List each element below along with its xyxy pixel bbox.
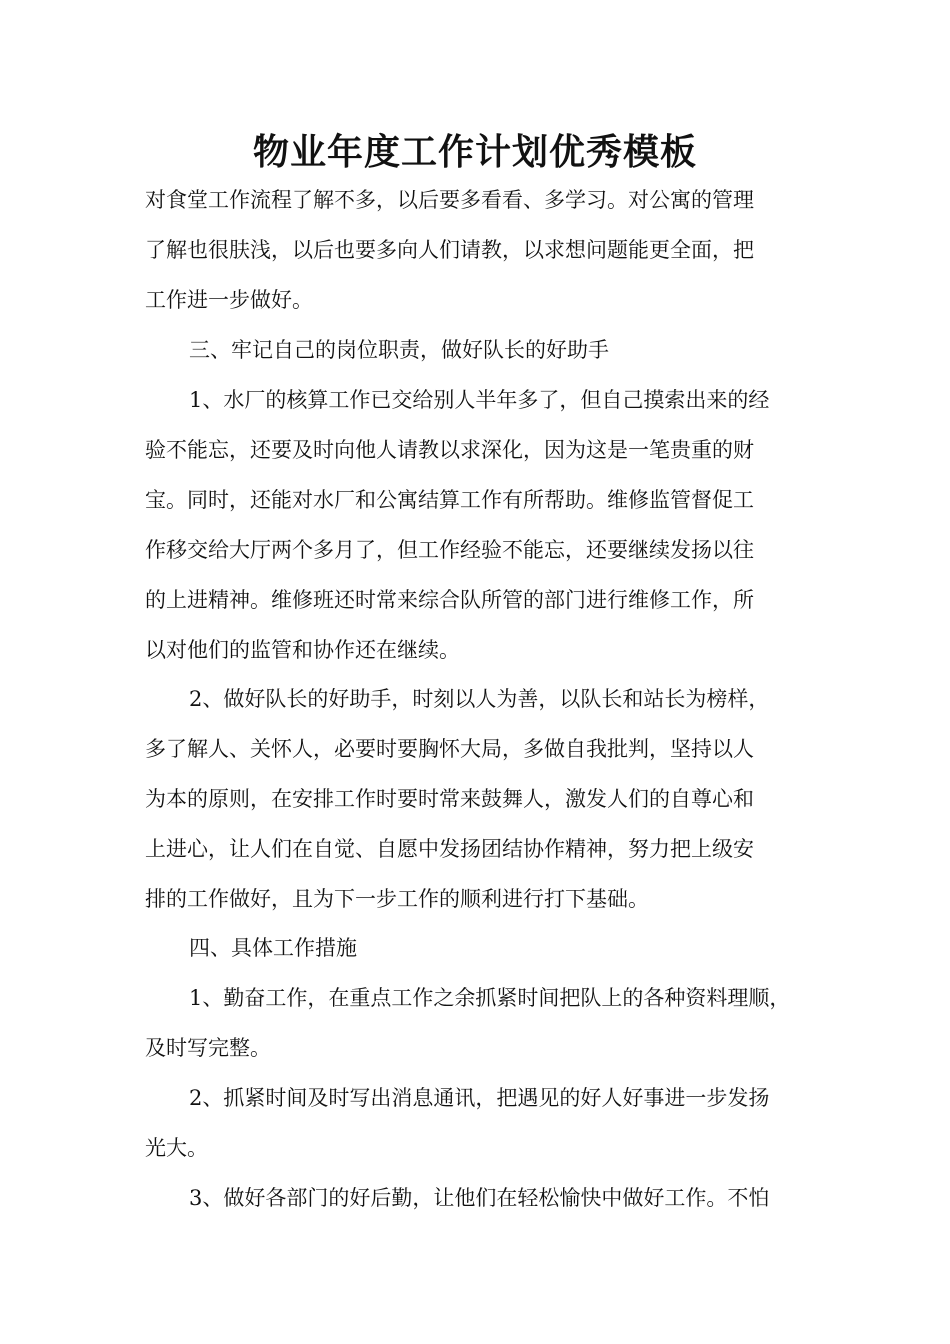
body-line: 3、做好各部门的好后勤，让他们在轻松愉快中做好工作。不怕 [189,1186,770,1210]
body-line: 1、水厂的核算工作已交给别人半年多了，但自己摸索出来的经 [189,388,770,412]
body-line: 光大。 [145,1136,208,1160]
body-line: 对食堂工作流程了解不多，以后要多看看、多学习。对公寓的管理 [145,188,754,212]
body-line: 的上进精神。维修班还时常来综合队所管的部门进行维修工作，所 [145,588,754,612]
section-heading: 四、具体工作措施 [189,936,357,960]
body-line: 验不能忘，还要及时向他人请教以求深化，因为这是一笔贵重的财 [145,438,754,462]
body-line: 为本的原则，在安排工作时要时常来鼓舞人，激发人们的自尊心和 [145,787,754,811]
body-line: 多了解人、关怀人，必要时要胸怀大局，多做自我批判，坚持以人 [145,737,754,761]
body-line: 了解也很肤浅，以后也要多向人们请教，以求想问题能更全面，把 [145,238,754,262]
body-line: 2、做好队长的好助手，时刻以人为善，以队长和站长为榜样， [189,687,770,711]
body-line: 作移交给大厅两个多月了，但工作经验不能忘，还要继续发扬以往 [145,538,754,562]
body-line: 宝。同时，还能对水厂和公寓结算工作有所帮助。维修监管督促工 [145,488,754,512]
body-line: 上进心，让人们在自觉、自愿中发扬团结协作精神，努力把上级安 [145,837,754,861]
body-line: 及时写完整。 [145,1036,271,1060]
body-line: 1、勤奋工作，在重点工作之余抓紧时间把队上的各种资料理顺， [189,986,791,1010]
body-line: 排的工作做好，且为下一步工作的顺利进行打下基础。 [145,887,649,911]
body-line: 2、抓紧时间及时写出消息通讯，把遇见的好人好事进一步发扬 [189,1086,770,1110]
section-heading: 三、牢记自己的岗位职责，做好队长的好助手 [189,338,609,362]
document-title: 物业年度工作计划优秀模板 [252,132,697,173]
body-line: 以对他们的监管和协作还在继续。 [145,638,460,662]
body-line: 工作进一步做好。 [145,288,313,312]
